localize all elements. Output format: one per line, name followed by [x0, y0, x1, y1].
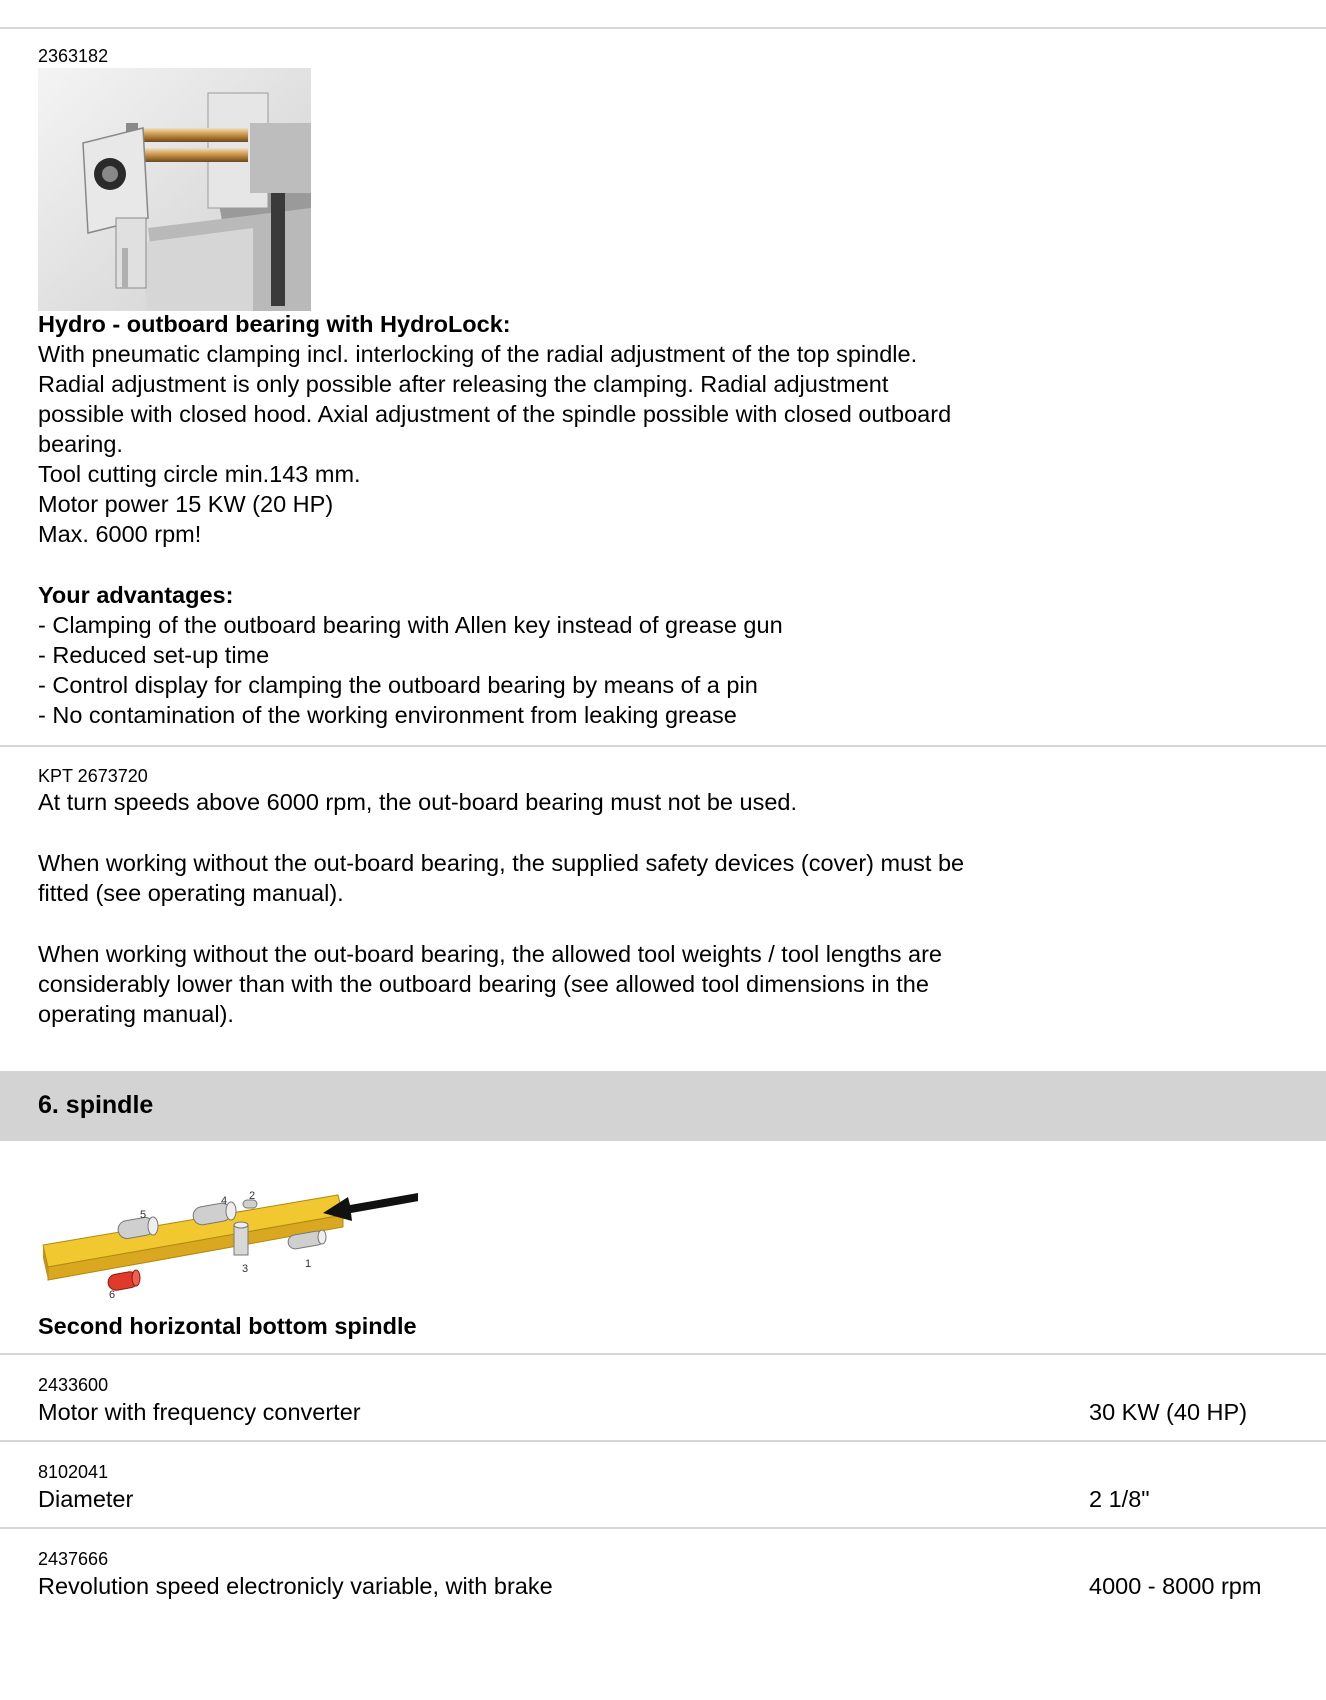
diagram-label: 5 [140, 1209, 147, 1221]
item-code: KPT 2673720 [38, 766, 148, 786]
note-line: When working without the out-board bearing, the supplied safety devices (cover) must be [38, 850, 965, 876]
row-label: Diameter [38, 1486, 134, 1512]
diagram-label: 4 [221, 1195, 228, 1207]
hydro-line: possible with closed hood. Axial adjustment of the spindle possible with closed outboard [38, 401, 952, 427]
hydro-line: Radial adjustment is only possible after releasing the clamping. Radial adjustment [38, 371, 889, 397]
divider [0, 27, 1326, 29]
divider [0, 1353, 1326, 1355]
section-subtitle: Second horizontal bottom spindle [38, 1313, 417, 1339]
note-line: considerably lower than with the outboard bearing (see allowed tool dimensions in the [38, 971, 929, 997]
row-code: 2437666 [38, 1549, 109, 1569]
row-value: 2 1/8" [1089, 1486, 1150, 1512]
divider [0, 1527, 1326, 1529]
advantage-item: - No contamination of the working environment from leaking grease [38, 702, 737, 728]
note-line: When working without the out-board bearing, the allowed tool weights / tool lengths are [38, 941, 942, 967]
note-line: At turn speeds above 6000 rpm, the out-board bearing must not be used. [38, 789, 798, 815]
row-code: 2433600 [38, 1375, 109, 1395]
note-line: operating manual). [38, 1001, 234, 1027]
diagram-label: 2 [249, 1190, 256, 1202]
hydro-line: With pneumatic clamping incl. interlocking of the radial adjustment of the top spindle. [38, 341, 918, 367]
note-line: fitted (see operating manual). [38, 880, 344, 906]
advantages-title: Your advantages: [38, 582, 234, 608]
advantage-item: - Clamping of the outboard bearing with Allen key instead of grease gun [38, 612, 783, 638]
row-value: 4000 - 8000 rpm [1089, 1573, 1262, 1599]
row-code: 8102041 [38, 1462, 109, 1482]
section-title: 6. spindle [38, 1091, 154, 1119]
advantage-item: - Reduced set-up time [38, 642, 270, 668]
divider [0, 1440, 1326, 1442]
diagram-label: 3 [242, 1263, 249, 1275]
divider [0, 745, 1326, 747]
hydro-line: bearing. [38, 431, 123, 457]
section-header [0, 1071, 1326, 1141]
diagram-label: 6 [109, 1289, 116, 1301]
hydro-line: Max. 6000 rpm! [38, 521, 202, 547]
item-code: 2363182 [38, 46, 109, 66]
hydro-line: Tool cutting circle min.143 mm. [38, 461, 361, 487]
advantage-item: - Control display for clamping the outboard bearing by means of a pin [38, 672, 758, 698]
outboard-bearing-photo [38, 68, 311, 311]
row-value: 30 KW (40 HP) [1089, 1399, 1248, 1425]
hydro-line: Motor power 15 KW (20 HP) [38, 491, 334, 517]
row-label: Revolution speed electronicly variable, with brake [38, 1573, 553, 1599]
spindle-layout-diagram [38, 1165, 418, 1305]
diagram-label: 1 [305, 1258, 312, 1270]
hydro-title: Hydro - outboard bearing with HydroLock: [38, 311, 511, 337]
row-label: Motor with frequency converter [38, 1399, 361, 1425]
